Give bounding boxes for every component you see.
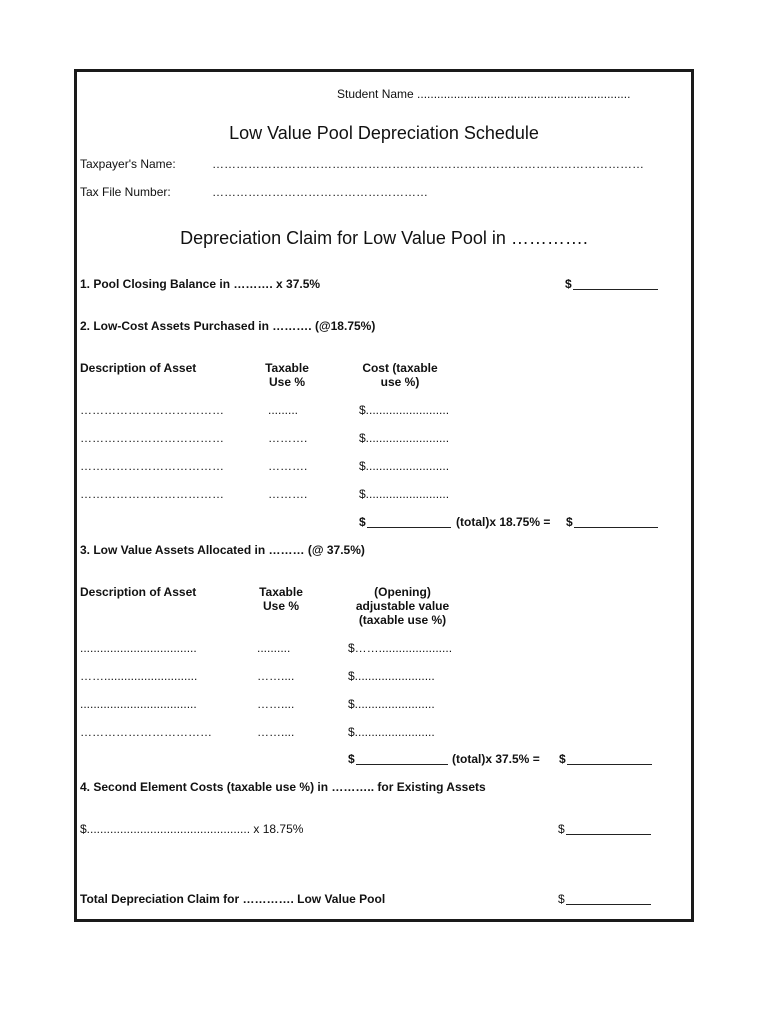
tfn-field[interactable]: ……………………………………………… <box>212 185 428 199</box>
section2-total-text: (total)x 18.75% = <box>456 515 551 529</box>
section3-row2-desc[interactable]: ……............................ <box>80 669 198 683</box>
section3-col-val-1: (Opening) <box>374 585 431 599</box>
section2-label: 2. Low-Cost Assets Purchased in ………. (@18.75%) <box>80 319 376 333</box>
section1-dollar: $ <box>565 277 572 291</box>
section4-amount-line[interactable] <box>566 834 651 835</box>
section2-col-desc: Description of Asset <box>80 361 197 375</box>
taxpayer-name-field[interactable]: ……………………………………………………………………………………………… <box>212 157 644 171</box>
section3-col-val-3: (taxable use %) <box>358 613 447 627</box>
section2-result-dollar: $ <box>566 515 573 529</box>
section2-row2-desc[interactable]: ……………………………… <box>80 431 224 445</box>
section4-dollar: $ <box>558 822 565 836</box>
section2-row1-desc[interactable]: ……………………………… <box>80 403 224 417</box>
section3-row4-val[interactable]: $........................ <box>348 725 435 739</box>
page-title: Low Value Pool Depreciation Schedule <box>229 123 539 143</box>
section3-total-text: (total)x 37.5% = <box>452 752 540 766</box>
section3-row3-val[interactable]: $........................ <box>348 697 435 711</box>
section2-row4-desc[interactable]: ……………………………… <box>80 487 224 501</box>
section3-result-dollar: $ <box>559 752 566 766</box>
section2-row3-cost[interactable]: $......................... <box>359 459 450 473</box>
section4-label: 4. Second Element Costs (taxable use %) in ……….. for Existing Assets <box>80 780 486 794</box>
section3-row4-use[interactable]: …….... <box>257 725 295 739</box>
taxpayer-label: Taxpayer's Name: <box>80 157 176 171</box>
section3-row1-use[interactable]: .......... <box>257 641 291 655</box>
section2-row1-use[interactable]: ......... <box>268 403 299 417</box>
section2-total-line[interactable] <box>367 527 451 528</box>
section3-result-line[interactable] <box>567 764 652 765</box>
section3-row1-desc[interactable]: ................................... <box>80 641 197 655</box>
total-claim-dollar: $ <box>558 892 565 906</box>
section1-amount-line[interactable] <box>573 289 658 290</box>
section2-row4-use[interactable]: ………. <box>268 487 308 501</box>
section3-col-val-2: adjustable value <box>355 599 450 613</box>
section2-col-use-1: Taxable <box>265 361 309 375</box>
section3-col-use-2: Use % <box>262 599 300 613</box>
section2-col-cost-2: use %) <box>380 375 420 389</box>
section2-row3-use[interactable]: ………. <box>268 459 308 473</box>
section2-col-use-2: Use % <box>268 375 306 389</box>
section3-total-line[interactable] <box>356 764 448 765</box>
claim-title: Depreciation Claim for Low Value Pool in …………. <box>180 228 588 248</box>
section2-row2-use[interactable]: ………. <box>268 431 308 445</box>
student-name-field[interactable]: Student Name ................................................................ <box>337 87 631 101</box>
section3-row2-use[interactable]: …….... <box>257 669 295 683</box>
section2-row2-cost[interactable]: $......................... <box>359 431 450 445</box>
section3-label: 3. Low Value Assets Allocated in ……… (@ 37.5%) <box>80 543 365 557</box>
tfn-label: Tax File Number: <box>80 185 171 199</box>
section3-row4-desc[interactable]: …………………………… <box>80 725 212 739</box>
section2-row1-cost[interactable]: $......................... <box>359 403 450 417</box>
section1-label: 1. Pool Closing Balance in ………. x 37.5% <box>80 277 321 291</box>
section3-col-desc: Description of Asset <box>80 585 197 599</box>
section2-result-line[interactable] <box>574 527 658 528</box>
section2-row4-cost[interactable]: $......................... <box>359 487 450 501</box>
section2-row3-desc[interactable]: ……………………………… <box>80 459 224 473</box>
section2-col-cost-1: Cost (taxable <box>362 361 438 375</box>
total-claim-amount-line[interactable] <box>566 904 651 905</box>
section4-formula[interactable]: $................................................. x 18.75% <box>80 822 304 836</box>
section3-row1-val[interactable]: $……...................... <box>348 641 453 655</box>
section2-total-dollar: $ <box>359 515 366 529</box>
section3-row3-desc[interactable]: ................................... <box>80 697 197 711</box>
total-claim-label: Total Depreciation Claim for …………. Low Value Pool <box>80 892 386 906</box>
section3-row3-use[interactable]: …….... <box>257 697 295 711</box>
section3-row2-val[interactable]: $........................ <box>348 669 435 683</box>
section3-total-dollar: $ <box>348 752 355 766</box>
section3-col-use-1: Taxable <box>259 585 303 599</box>
